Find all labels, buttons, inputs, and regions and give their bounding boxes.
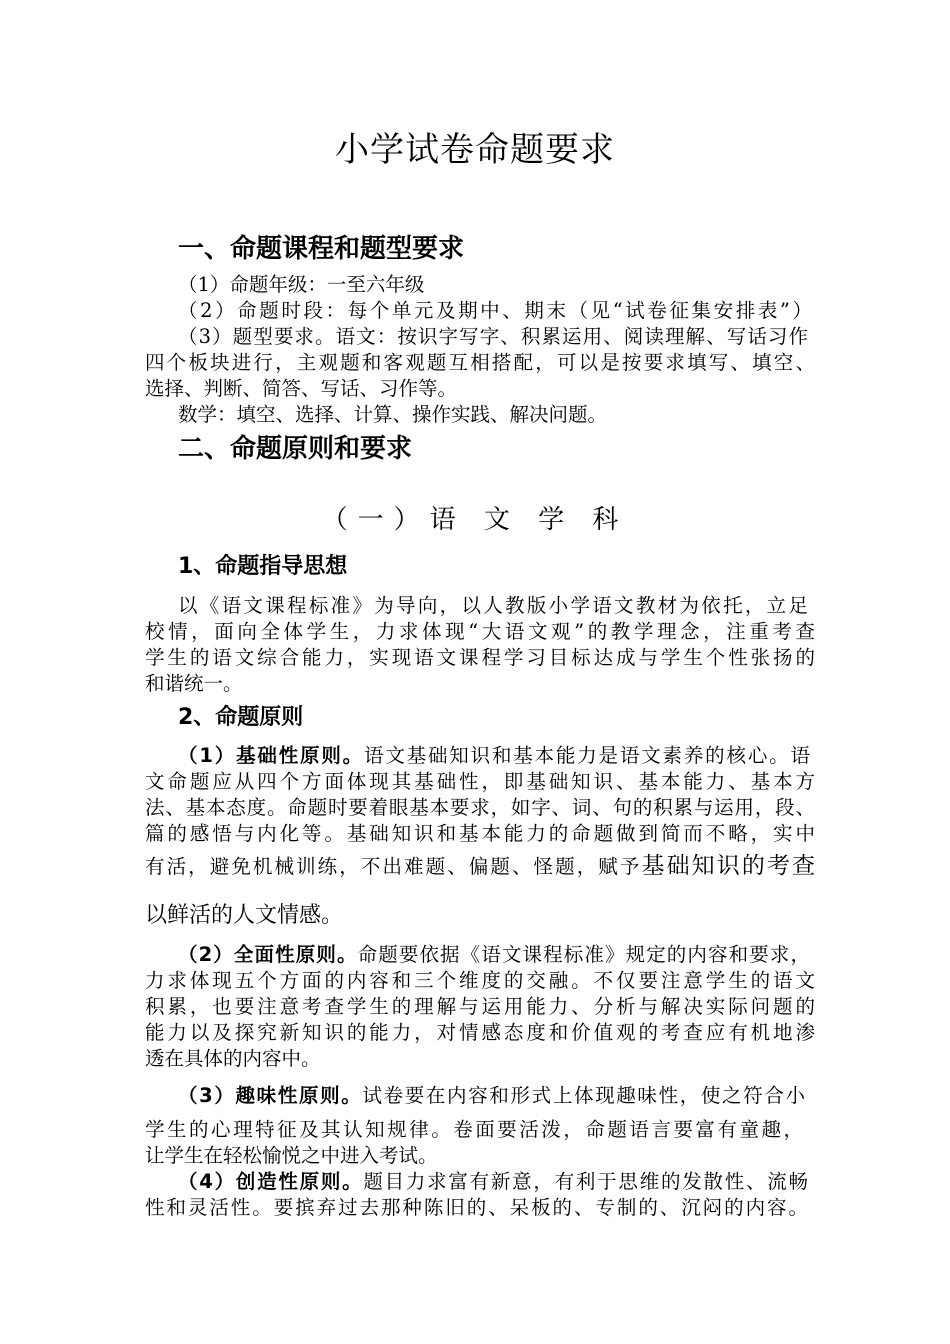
principle1-line: 篇的感悟与内化等。基础知识和基本能力的命题做到简而不略，实中 bbox=[145, 822, 815, 845]
guide-line: 学生的语文综合能力，实现语文课程学习目标达成与学生个性张扬的 bbox=[145, 646, 815, 669]
type-line: （3）题型要求。语文：按识字写字、积累运用、阅读理解、写话习作 bbox=[178, 325, 808, 348]
principle1-label: （1）基础性原则。 bbox=[178, 744, 364, 767]
principle1-line: 文命题应从四个方面体现其基础性，即基础知识、基本能力、基本方 bbox=[145, 770, 815, 793]
principle2-line: 透在具体的内容中。 bbox=[145, 1047, 321, 1070]
principles-heading: 2、命题原则 bbox=[178, 705, 304, 730]
type-line-3: 选择、判断、简答、写话、习作等。 bbox=[145, 377, 458, 400]
period-line: （2）命题时段：每个单元及期中、期末（见“试卷征集安排表”） bbox=[178, 299, 812, 322]
math-line: 数学：填空、选择、计算、操作实践、解决问题。 bbox=[178, 403, 608, 426]
principle1-line: 有活，避免机械训练，不出难题、偏题、怪题，赋予基础知识的考查 bbox=[145, 853, 815, 879]
guide-line: 以《语文课程标准》为导向，以人教版小学语文教材为依托，立足 bbox=[178, 594, 808, 617]
principle3-label: （3）趣味性原则。 bbox=[178, 1084, 363, 1107]
grade-line: （1）命题年级：一至六年级 bbox=[178, 273, 425, 296]
guide-heading: 1、命题指导思想 bbox=[178, 554, 348, 579]
principle1-first-line: （1）基础性原则。语文基础知识和基本能力是语文素养的核心。语 bbox=[178, 744, 810, 767]
principle1-line: 法、基本态度。命题时要着眼基本要求，如字、词、句的积累与运用，段、 bbox=[145, 796, 815, 819]
principle3-line: 让学生在轻松愉悦之中进入考试。 bbox=[145, 1144, 438, 1167]
principle2-line: 积累，也要注意考查学生的理解与运用能力、分析与解决实际问题的 bbox=[145, 995, 815, 1018]
type-line-2: 四个板块进行，主观题和客观题互相搭配，可以是按要求填写、填空、 bbox=[145, 351, 815, 374]
guide-line: 校情，面向全体学生，力求体现“大语文观”的教学理念，注重考查 bbox=[145, 620, 815, 643]
principle4-label: （4）创造性原则。 bbox=[178, 1170, 364, 1193]
section1-heading: 一、命题课程和题型要求 bbox=[178, 234, 465, 264]
document-title: 小学试卷命题要求 bbox=[335, 130, 615, 170]
principle3-line: 学生的心理特征及其认知规律。卷面要活泼，命题语言要富有童趣， bbox=[145, 1118, 803, 1141]
principle4-line: 性和灵活性。要摈弃过去那种陈旧的、呆板的、专制的、沉闷的内容。 bbox=[145, 1196, 808, 1219]
subject-heading: （一）语 文 学 科 bbox=[321, 505, 629, 535]
principle2-line: 能力以及探究新知识的能力，对情感态度和价值观的考查应有机地渗 bbox=[145, 1021, 815, 1044]
section2-heading: 二、命题原则和要求 bbox=[178, 434, 413, 464]
principle1-line: 以鲜活的人文情感。 bbox=[145, 903, 344, 928]
principle2-first-line: （2）全面性原则。命题要依据《语文课程标准》规定的内容和要求， bbox=[178, 943, 810, 966]
principle2-label: （2）全面性原则。 bbox=[178, 943, 358, 966]
principle4-first-line: （4）创造性原则。题目力求富有新意，有利于思维的发散性、流畅 bbox=[178, 1170, 808, 1193]
principle2-line: 力求体现五个方面的内容和三个维度的交融。不仅要注意学生的语文 bbox=[145, 969, 815, 992]
guide-line: 和谐统一。 bbox=[145, 672, 243, 695]
principle3-first-line: （3）趣味性原则。试卷要在内容和形式上体现趣味性，使之符合小 bbox=[178, 1084, 805, 1107]
